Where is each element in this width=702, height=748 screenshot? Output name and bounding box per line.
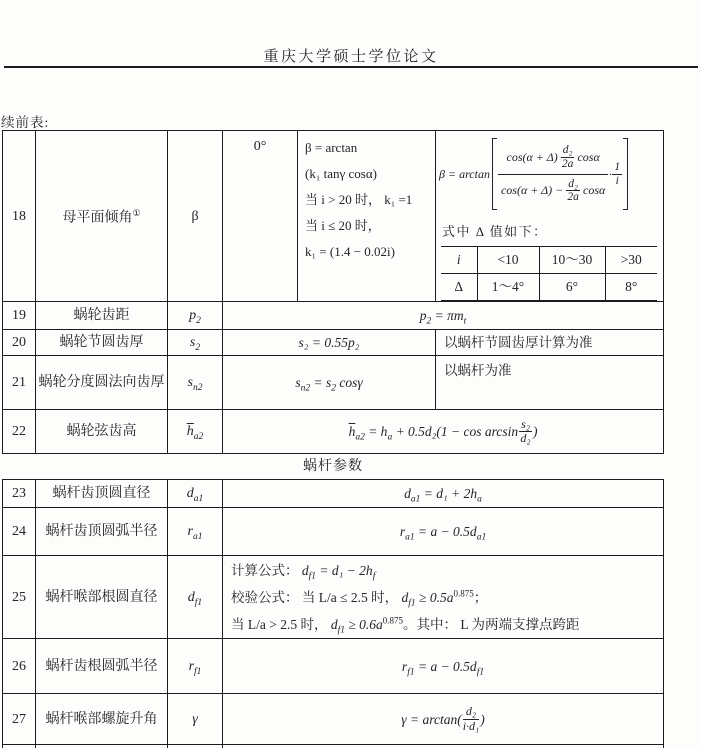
calc-formula-line: 计算公式： $d_{f1} = d_1 - 2h_f$	[231, 562, 376, 582]
param-symbol: $r_{a1}$	[168, 508, 223, 556]
table-continuation-label: 续前表:	[1, 115, 50, 130]
param-formula: $\overline{h}_{a2} = h_a + 0.5d_2(1 - \cos \arcsin$ s₂ d₂ )	[223, 410, 664, 454]
row-number: 22	[3, 410, 36, 454]
param-symbol: $d_{a1}$	[168, 480, 223, 508]
delta-value-cell: 1～4°	[477, 274, 539, 301]
param-symbol: $p_2$	[168, 302, 223, 330]
delta-value-table	[441, 246, 657, 301]
param-symbol: β	[168, 131, 223, 302]
beta-condition-formula	[298, 131, 436, 302]
table-row-19	[3, 302, 664, 330]
param-symbol: $d_{f1}$	[168, 556, 223, 639]
param-symbol: $s_2$	[168, 330, 223, 356]
sub-fraction: d₂ 2a	[561, 143, 574, 170]
row-number: 24	[3, 508, 36, 556]
delta-table-value-row	[441, 274, 657, 301]
delta-header-cell: >30	[605, 247, 657, 274]
table-row-26	[3, 639, 664, 694]
row-number: 27	[3, 694, 36, 745]
row-number: 21	[3, 356, 36, 410]
main-fraction: cos(α + Δ) d₂ 2a cosα cos(α + Δ) − $\frac{\text{d₂}}{2a}$ cosα	[498, 143, 608, 206]
param-formula: γ = arctan( d₂ i·d₁ )	[223, 694, 664, 745]
delta-header-cell: <10	[477, 247, 539, 274]
delta-value-cell: 6°	[539, 274, 605, 301]
formula-line: (k₁ tanγ cosα)	[305, 166, 377, 181]
delta-header-cell: i	[441, 247, 477, 274]
beta-zero-value: 0°	[223, 131, 298, 302]
delta-table-header-row	[441, 247, 657, 274]
param-formula: $d_{a1} = d_1 + 2h_a$	[223, 480, 664, 508]
delta-header-cell: 10～30	[539, 247, 605, 274]
right-bracket	[623, 138, 628, 210]
param-name: 蜗轮弦齿高	[36, 410, 168, 454]
row-number: 26	[3, 639, 36, 694]
delta-value-cell: 8°	[605, 274, 657, 301]
row-number: 23	[3, 480, 36, 508]
param-name: 蜗杆喉部螺旋升角	[36, 694, 168, 745]
param-name: 蜗轮节圆齿厚	[36, 330, 168, 356]
beta-full-formula-cell	[436, 131, 664, 302]
delta-values-note: 式中 Δ 值如下：	[442, 224, 548, 239]
beta-arctan-formula: β = arctan cos(α + Δ) d₂ 2a cosα cos(α + Δ) − $\frac{\text{d₂}}{2a}$ cosα · 1 i	[439, 133, 663, 215]
param-symbol: $\overline{h}_{a2}$	[168, 410, 223, 454]
param-symbol: γ	[168, 694, 223, 745]
row-number: 25	[3, 556, 36, 639]
param-name: 母平面倾角①	[36, 131, 168, 302]
table-row-27	[3, 694, 664, 745]
param-name: 蜗杆喉部根圆直径	[36, 556, 168, 639]
table-row-25	[3, 556, 664, 639]
section-title: 蜗杆参数	[3, 454, 664, 480]
param-formula: s₂ = 0.55p₂	[223, 330, 436, 356]
one-over-i-fraction: 1 i	[614, 160, 621, 187]
row-number: 18	[3, 131, 36, 302]
param-formula: $r_{f1} = a - 0.5d_{f1}$	[223, 639, 664, 694]
table-row-20	[3, 330, 664, 356]
formula-line: β = arctan	[305, 140, 358, 155]
param-formula-multiline	[223, 556, 664, 639]
param-note: 以蜗杆为准	[436, 356, 664, 410]
param-symbol: $s_{n2}$	[168, 356, 223, 410]
param-name: 蜗轮分度圆法向齿厚	[36, 356, 168, 410]
table-row-22	[3, 410, 664, 454]
param-name: 蜗杆齿根圆弧半径	[36, 639, 168, 694]
table-row-stub	[3, 745, 664, 748]
worm-gear-parameter-table	[2, 130, 664, 748]
check-formula-line: 校验公式： 当 L/a ≤ 2.5 时， $d_{f1} \ge 0.5a^{0.875}$；	[231, 588, 488, 609]
formula-line: k₁ = (1.4 − 0.02i)	[305, 244, 395, 259]
page-title: 重庆大学硕士学位论文	[263, 49, 439, 65]
param-formula: $r_{a1} = a - 0.5d_{a1}$	[223, 508, 664, 556]
check-formula-line: 当 L/a > 2.5 时， $d_{f1} \ge 0.6a^{0.875}$。其中： L 为两端支撑点跨距	[231, 615, 580, 636]
param-formula: $s_{n2} = s_2$ cosγ	[223, 356, 436, 410]
footnote-marker: ①	[132, 208, 141, 219]
section-divider-row	[3, 454, 664, 480]
table-row-24	[3, 508, 664, 556]
d2-over-id1-fraction: d₂ i·d₁	[462, 704, 480, 733]
formula-line: 当 i ≤ 20 时，	[305, 218, 381, 233]
row-number: 19	[3, 302, 36, 330]
header-divider	[4, 66, 698, 68]
row-number: 20	[3, 330, 36, 356]
param-formula: $p_2 = \pi m_t$	[223, 302, 664, 330]
delta-value-cell: Δ	[441, 274, 477, 301]
param-name: 蜗杆齿顶圆弧半径	[36, 508, 168, 556]
table-row-21	[3, 356, 664, 410]
multiply-dot: ·	[608, 166, 613, 181]
param-note: 以蜗杆节圆齿厚计算为准	[436, 330, 664, 356]
formula-line: 当 i > 20 时， k₁ =1	[305, 192, 413, 207]
s2-over-d2-fraction: s₂ d₂	[520, 416, 531, 445]
sub-fraction: $\frac{\text{d₂}}{2a}$	[567, 177, 579, 204]
table-row-18	[3, 131, 664, 302]
param-name: 蜗杆齿顶圆直径	[36, 480, 168, 508]
table-row-23	[3, 480, 664, 508]
left-bracket	[492, 138, 497, 210]
param-name: 蜗轮齿距	[36, 302, 168, 330]
param-symbol: $r_{f1}$	[168, 639, 223, 694]
